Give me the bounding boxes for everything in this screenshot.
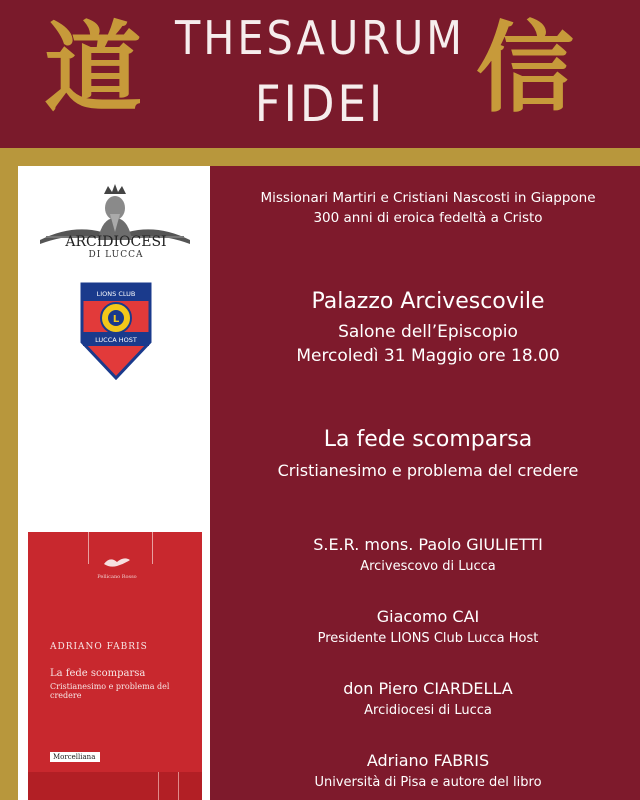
archdiocese-subtitle: DI LUCCA (88, 250, 144, 260)
intro-line-1: Missionari Martiri e Cristiani Nascosti in Giappone (260, 190, 596, 206)
speaker-name: Giacomo CAI (376, 607, 480, 626)
book-title: La fede scomparsa (50, 668, 146, 679)
gold-side-strip (0, 166, 18, 800)
lions-club-shield-icon (80, 282, 152, 380)
svg-text:L: L (112, 314, 120, 325)
speaker-name: S.E.R. mons. Paolo GIULIETTI (313, 535, 543, 554)
speaker-role: Presidente LIONS Club Lucca Host (317, 631, 539, 646)
speaker-name: don Piero CIARDELLA (343, 679, 513, 698)
venue-name: Palazzo Arcivescovile (311, 289, 545, 314)
kanji-right: 信 (476, 11, 575, 126)
kanji-left: 道 (44, 11, 143, 126)
speaker-role: Arcivescovo di Lucca (360, 559, 496, 574)
book-cover-line (88, 532, 89, 564)
venue-room: Salone dell’Episcopio (338, 322, 518, 342)
talk-title: La fede scomparsa (323, 427, 533, 452)
book-bottom-line (178, 772, 179, 800)
lions-label-top: LIONS CLUB (96, 290, 136, 298)
header-banner (0, 0, 640, 148)
logos-panel (18, 166, 210, 800)
title-line-1: THESAURUM (174, 11, 466, 65)
book-publisher-mark: Pellicano Rosso (97, 574, 137, 580)
title-line-2: FIDEI (254, 75, 386, 133)
book-cover (28, 532, 202, 800)
speaker-role: Arcidiocesi di Lucca (364, 703, 492, 718)
archdiocese-name: ARCIDIOCESI (65, 234, 167, 250)
book-cover-line (152, 532, 153, 564)
event-datetime: Mercoledì 31 Maggio ore 18.00 (296, 346, 560, 366)
book-bottom-band (28, 772, 202, 800)
talk-subtitle: Cristianesimo e problema del credere (277, 461, 579, 480)
speaker-role: Università di Pisa e autore del libro (314, 775, 542, 790)
lions-label-bottom: LUCCA HOST (95, 336, 137, 344)
gold-divider-band (0, 148, 640, 166)
pelican-icon (102, 554, 132, 572)
book-bottom-line (158, 772, 159, 800)
book-publisher: Morcelliana (50, 752, 100, 762)
intro-line-2: 300 anni di eroica fedeltà a Cristo (313, 210, 543, 226)
speaker-name: Adriano FABRIS (366, 751, 490, 770)
book-subtitle: Cristianesimo e problema del credere (50, 682, 170, 700)
book-author: ADRIANO FABRIS (50, 642, 148, 652)
